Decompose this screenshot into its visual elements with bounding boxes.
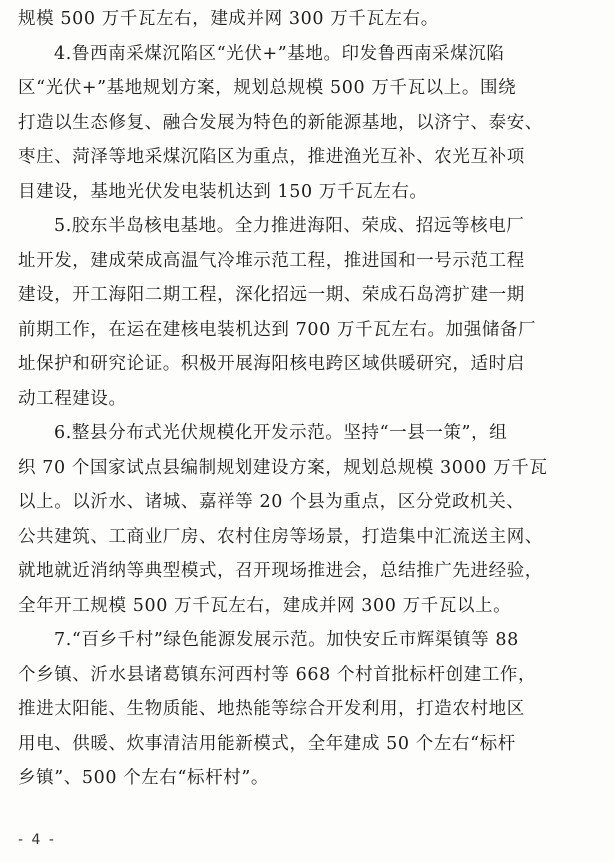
section-4-heading-line: 4.鲁西南采煤沉陷区“光伏+”基地。印发鲁西南采煤沉陷 bbox=[54, 43, 505, 64]
section-6-heading-line: 6.整县分布式光伏规模化开发示范。坚持“一县一策”，组 bbox=[54, 423, 508, 443]
body-line: 区“光伏+”基地规划方案，规划总规模 500 万千瓦以上。围绕 bbox=[18, 78, 517, 98]
body-line: 目建设，基地光伏发电装机达到 150 万千瓦左右。 bbox=[18, 181, 428, 202]
body-line: 全年开工规模 500 万千瓦左右，建成并网 300 万千瓦以上。 bbox=[18, 595, 512, 616]
body-line: 址开发，建成荣成高温气冷堆示范工程，推进国和一号示范工程 bbox=[18, 250, 525, 271]
body-line: 枣庄、菏泽等地采煤沉陷区为重点，推进渔光互补、农光互补项 bbox=[18, 147, 525, 167]
body-line: 用电、供暖、炊事清洁用能新模式，全年建成 50 个左右“标杆 bbox=[18, 733, 516, 754]
body-line: 动工程建设。 bbox=[18, 388, 127, 409]
body-line: 以上。以沂水、诸城、嘉祥等 20 个县为重点，区分党政机关、 bbox=[18, 492, 525, 512]
body-line: 乡镇”、500 个左右“标杆村”。 bbox=[18, 768, 270, 788]
body-line: 打造以生态修复、融合发展为特色的新能源基地，以济宁、泰安、 bbox=[18, 112, 543, 133]
body-line: 就地就近消纳等典型模式，召开现场推进会，总结推广先进经验， bbox=[18, 561, 543, 581]
section-7-heading-line: 7.“百乡千村”绿色能源发展示范。加快安丘市辉渠镇等 88 bbox=[54, 630, 519, 650]
body-line: 公共建筑、工商业厂房、农村住房等场景，打造集中汇流送主网、 bbox=[18, 526, 543, 547]
body-line: 推进太阳能、生物质能、地热能等综合开发利用，打造农村地区 bbox=[18, 699, 525, 719]
section-5-heading-line: 5.胶东半岛核电基地。全力推进海阳、荣成、招远等核电厂 bbox=[54, 216, 525, 236]
body-line: 织 70 个国家试点县编制规划建设方案，规划总规模 3000 万千瓦 bbox=[18, 457, 548, 478]
body-line: 规模 500 万千瓦左右，建成并网 300 万千瓦左右。 bbox=[18, 9, 439, 29]
body-line: 建设，开工海阳二期工程，深化招远一期、荣成石岛湾扩建一期 bbox=[18, 285, 525, 305]
body-line: 前期工作，在运在建核电装机达到 700 万千瓦左右。加强储备厂 bbox=[18, 319, 537, 340]
body-line: 个乡镇、沂水县诸葛镇东河西村等 668 个村首批标杆创建工作， bbox=[18, 664, 537, 685]
body-line: 址保护和研究论证。积极开展海阳核电跨区域供暖研究，适时启 bbox=[18, 354, 525, 374]
page-number: - 4 - bbox=[18, 832, 56, 848]
document-body bbox=[18, 2, 598, 796]
